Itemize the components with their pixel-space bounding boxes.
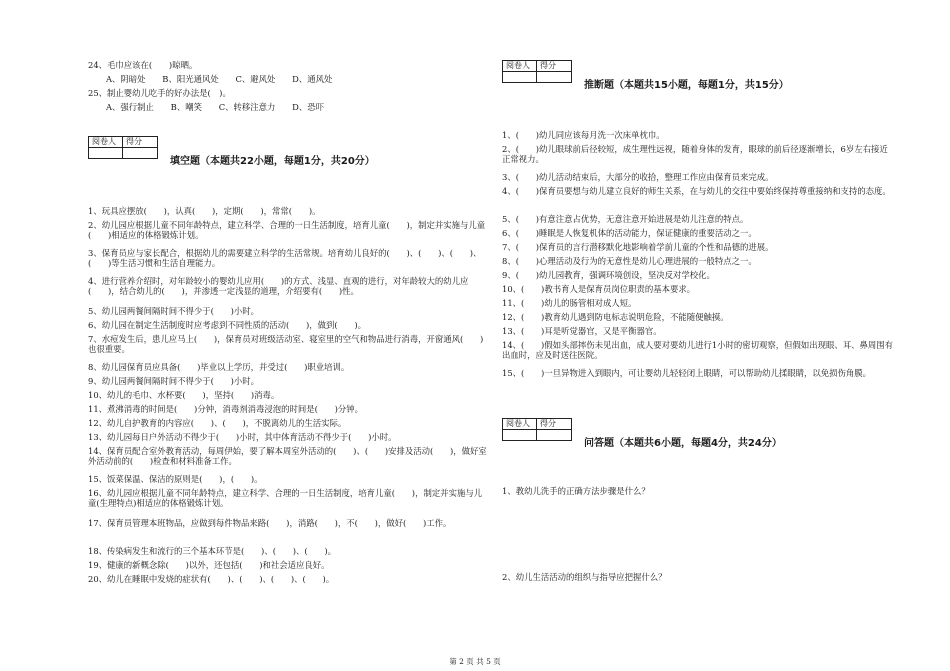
fill-item-6: 6、幼儿园在制定生活制度时应考虑到不同性质的活动( )，做到( )。	[88, 320, 367, 330]
judge-item-7: 7、( )保育员的言行潜移默化地影响着学前儿童的个性和品德的进展。	[502, 242, 774, 252]
fill-item-2: 2、幼儿园应根据儿童不同年龄特点，建立科学、合理的一日生活制度，培育儿童( )，制定并实施与儿童( )相适应的体格锻炼计划。	[88, 220, 486, 240]
grader-score-cell[interactable]	[123, 148, 158, 159]
judge-item-10: 10、( )教书育人是保育员岗位职责的基本要求。	[502, 284, 696, 294]
fill-item-3: 3、保育员应与家长配合，根据幼儿的需要建立科学的生活常规。培育幼儿良好的( )、( )、( )、( )等生活习惯和生活自理能力。	[88, 248, 482, 268]
fill-item-15: 15、饭菜保温、保洁的原则是( )，( )。	[88, 474, 263, 484]
grader-reviewer-label: 阅卷人	[503, 419, 537, 430]
fill-item-20: 20、幼儿在睡眠中发烧的症状有( )、( )、( )、( )。	[88, 574, 335, 584]
question-25-options: A、强行制止 B、嘲笑 C、转移注意力 D、恐吓	[106, 102, 324, 112]
fill-item-13: 13、幼儿园每日户外活动不得少于( )小时，其中体育活动不得少于( )小时。	[88, 432, 397, 442]
grader-reviewer-cell[interactable]	[503, 430, 537, 441]
judge-item-12: 12、( )教育幼儿遇到防电标志说明危险，不能随便触摸。	[502, 312, 729, 322]
qa-section-title: 问答题（本题共6小题，每题4分，共24分）	[584, 438, 782, 449]
grader-score-label: 得分	[537, 61, 572, 72]
qa-grader-box	[502, 418, 572, 441]
fill-item-4: 4、进行营养介绍时，对年龄较小的婴幼儿应用( )的方式、浅显、直观的进行，对年龄较大的幼儿应( )，结合幼儿的( )，并渗透一定浅显的道理，介绍要有( )性。	[88, 276, 469, 296]
fill-item-17: 17、保育员管理本班物品，应做到每件物品来路( )，消路( )，不( )，做好( )工作。	[88, 518, 452, 528]
judge-item-4: 4、( )保育员要想与幼儿建立良好的师生关系，在与幼儿的交往中要始终保持尊重接纳和支持的态度。	[502, 186, 891, 196]
fill-grader-box	[88, 136, 158, 159]
judge-item-14: 14、( )假如头部摔伤未见出血，成人要对要幼儿进行1小时的密切观察，但假如出现眼、耳、鼻周围有出血时，应及时送往医院。	[502, 340, 894, 360]
fill-item-12: 12、幼儿自护教育的内容应( )、( )，不脱离幼儿的生活实际。	[88, 418, 347, 428]
grader-reviewer-label: 阅卷人	[503, 61, 537, 72]
fill-item-9: 9、幼儿园两餐间隔时间不得少于( )小时。	[88, 376, 259, 386]
page-footer: 第 2 页 共 5 页	[449, 657, 501, 666]
fill-item-16: 16、幼儿园应根据儿童不同年龄特点，建立科学、合理的一日生活制度，培育儿童( )，制定并实施与儿童(生理特点)相适应的体格锻炼计划。	[88, 488, 483, 508]
fill-item-8: 8、幼儿园保育员应具备( )毕业以上学历，并受过( )职业培训。	[88, 362, 350, 372]
judge-section-title: 推断题（本题共15小题，每题1分，共15分）	[584, 80, 789, 91]
judge-item-8: 8、( )心理活动及行为的无意性是幼儿心理进展的一般特点之一。	[502, 256, 757, 266]
fill-item-1: 1、玩具应摆放( )，认真( )，定期( )，常常( )。	[88, 206, 321, 216]
grader-score-cell[interactable]	[537, 72, 572, 83]
judge-item-1: 1、( )幼儿同应该每月洗一次床单枕巾。	[502, 130, 665, 140]
grader-reviewer-cell[interactable]	[89, 148, 123, 159]
fill-item-7: 7、水痘发生后，患儿应马上( )，保育员对班级活动室、寝室里的空气和物品进行消毒，开窗通风( )也很重要。	[88, 334, 484, 354]
judge-item-11: 11、( )幼儿的肠管相对成人短。	[502, 298, 637, 308]
fill-item-19: 19、健康的新概念除( )以外，还包括( )和社会适应良好。	[88, 560, 330, 570]
qa-item-1: 1、教幼儿洗手的正确方法步骤是什么？	[502, 486, 650, 496]
fill-item-5: 5、幼儿园两餐间隔时间不得少于( )小时。	[88, 306, 259, 316]
grader-score-cell[interactable]	[537, 430, 572, 441]
judge-item-9: 9、( )幼儿园教育，强调环境创设，坚决反对学校化。	[502, 270, 715, 280]
judge-grader-box	[502, 60, 572, 83]
grader-reviewer-label: 阅卷人	[89, 137, 123, 148]
grader-score-label: 得分	[537, 419, 572, 430]
judge-item-13: 13、( )耳是听觉器官，又是平衡器官。	[502, 326, 662, 336]
question-24: 24、毛巾应该在( )晾晒。	[88, 60, 198, 70]
judge-item-6: 6、( )睡眠是人恢复机体的活动能力，保证健康的重要活动之一。	[502, 228, 757, 238]
question-25: 25、制止婴幼儿吃手的好办法是( )。	[88, 88, 231, 98]
grader-reviewer-cell[interactable]	[503, 72, 537, 83]
question-24-options: A、阴暗处 B、阳光通风处 C、避风处 D、通风处	[106, 74, 333, 84]
qa-item-2: 2、幼儿生活活动的组织与指导应把握什么？	[502, 572, 667, 582]
fill-section-title: 填空题（本题共22小题，每题1分，共20分）	[170, 156, 375, 167]
judge-item-15: 15、( )一旦异物进入到眼内，可让婴幼儿轻轻闭上眼睛，可以帮助幼儿揉眼睛，以免损伤角膜。	[502, 368, 871, 378]
fill-item-14: 14、保育员配合室外教育活动，每周伊始，要了解本周室外活动的( )、( )安排及活动( )，做好室外活动前的( )检查和材料准备工作。	[88, 446, 487, 466]
fill-item-11: 11、煮沸消毒的时间是( )分钟，消毒剂消毒浸泡的时间是( )分钟。	[88, 404, 363, 414]
judge-item-5: 5、( )有意注意占优势，无意注意开始进展是幼儿注意的特点。	[502, 214, 749, 224]
fill-item-10: 10、幼儿的毛巾、水杯要( )，坚持( )消毒。	[88, 390, 280, 400]
fill-item-18: 18、传染病发生和流行的三个基本环节是( )、( )、( )。	[88, 546, 337, 556]
judge-item-3: 3、( )幼儿活动结束后，大部分的收拾，整理工作应由保育员来完成。	[502, 172, 774, 182]
judge-item-2: 2、( )幼儿眼球前后径较短，成生理性远视，随着身体的发育，眼球的前后径逐渐增长，6岁左右接近正常视力。	[502, 144, 888, 164]
grader-score-label: 得分	[123, 137, 158, 148]
